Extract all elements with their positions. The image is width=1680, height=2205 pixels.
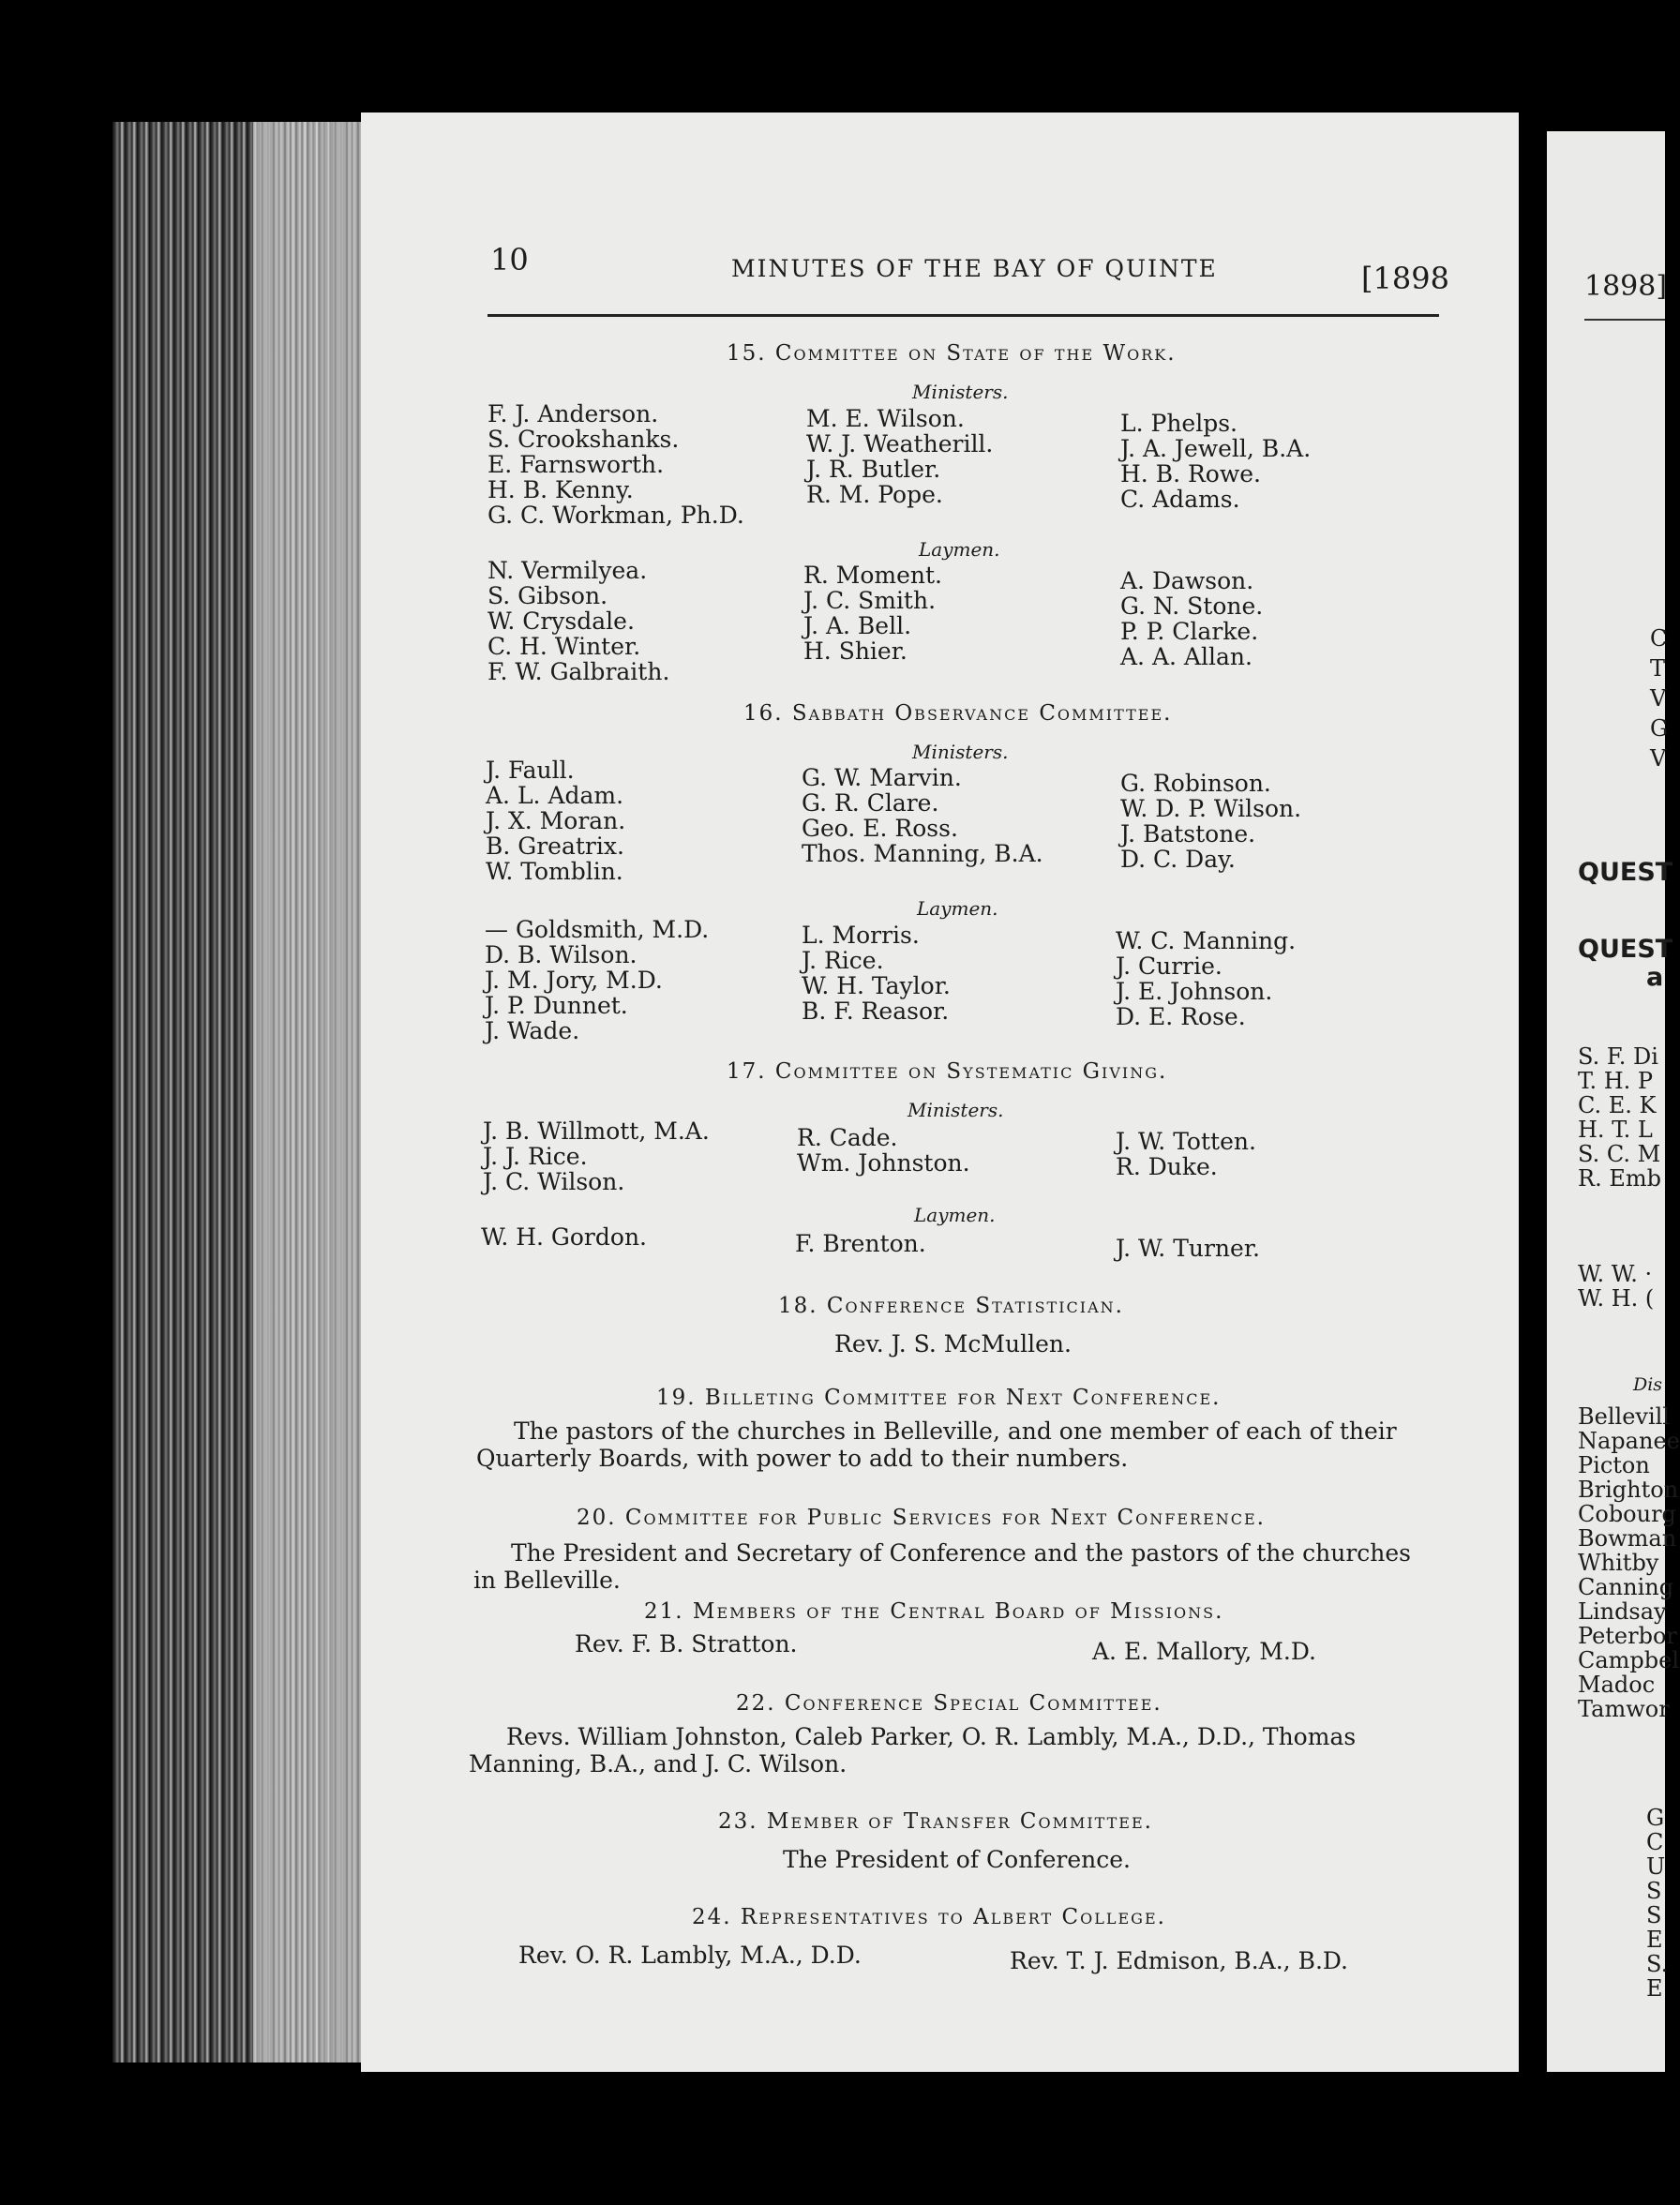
section-17-ministers-mid	[797, 1125, 970, 1176]
page-year: [1898	[1361, 261, 1449, 296]
list-item: W. Tomblin.	[486, 858, 623, 885]
list-item: Wm. Johnston.	[797, 1149, 970, 1177]
list-item: G. C. Workman, Ph.D.	[488, 502, 744, 529]
section-16-laymen-label: Laymen.	[917, 897, 998, 920]
list-item: J. P. Dunnet.	[485, 992, 628, 1019]
list-item: R. Duke.	[1116, 1153, 1218, 1180]
list-item: H. B. Rowe.	[1120, 460, 1261, 488]
list-item: Geo. E. Ross.	[802, 815, 958, 842]
list-item: W. J. Weatherill.	[806, 430, 994, 458]
section-15-ministers-label: Ministers.	[912, 381, 1009, 403]
right-page-dis-label: Dis	[1633, 1374, 1663, 1395]
list-item: G. N. Stone.	[1120, 592, 1264, 620]
list-item: D. E. Rose.	[1116, 1003, 1246, 1030]
list-item: Cobourg	[1578, 1501, 1676, 1527]
list-item: Bellevill	[1578, 1403, 1670, 1430]
list-item: J. C. Smith.	[803, 587, 937, 614]
section-16-title: 16. Sabbath Observance Committee.	[743, 701, 1173, 726]
list-item: R. Emb	[1578, 1165, 1661, 1192]
right-page-names-a	[1578, 1044, 1661, 1191]
section-18-text: Rev. J. S. McMullen.	[834, 1330, 1072, 1358]
list-item: J. Wade.	[485, 1017, 580, 1044]
section-24-title: 24. Representatives to Albert College.	[692, 1905, 1166, 1929]
right-page-heading-2: QUEST	[1578, 935, 1673, 964]
list-item: D. B. Wilson.	[485, 941, 638, 968]
list-item: C	[1650, 625, 1668, 652]
section-16-laymen-left	[485, 917, 709, 1043]
section-15-laymen-mid	[803, 562, 942, 664]
section-16-ministers-right	[1120, 771, 1301, 872]
list-item: Thos. Manning, B.A.	[802, 840, 1043, 867]
list-item: Tamwor	[1578, 1696, 1670, 1722]
right-page-districts	[1578, 1404, 1680, 1721]
book-edge-highlight	[253, 122, 366, 2062]
section-21-left: Rev. F. B. Stratton.	[575, 1630, 798, 1658]
list-item: A. L. Adam.	[486, 782, 624, 809]
section-17-ministers-right	[1116, 1129, 1256, 1179]
list-item: G. Robinson.	[1120, 770, 1271, 797]
list-item: M. E. Wilson.	[806, 405, 965, 432]
right-page-initials-top	[1650, 623, 1668, 773]
list-item: J. C. Wilson.	[483, 1168, 625, 1195]
list-item: Napanee	[1578, 1428, 1680, 1454]
list-item: V	[1650, 745, 1667, 772]
section-24-left: Rev. O. R. Lambly, M.A., D.D.	[518, 1942, 862, 1969]
list-item: L. Phelps.	[1120, 410, 1238, 437]
list-item: G	[1646, 1805, 1665, 1831]
list-item: Campbel	[1578, 1647, 1680, 1673]
right-page-header: 1898]	[1584, 270, 1668, 303]
section-15-title: 15. Committee on State of the Work.	[727, 341, 1177, 366]
section-17-ministers-label: Ministers.	[908, 1099, 1004, 1121]
list-item: S.	[1646, 1951, 1669, 1977]
list-item: G. W. Marvin.	[802, 764, 962, 791]
list-item: W. H. (	[1578, 1285, 1655, 1312]
page-number: 10	[490, 242, 529, 278]
section-22-text: Revs. William Johnston, Caleb Parker, O. R. Lambly, M.A., D.D., Thomas Manning, B.A., and J. C. Wilson.	[469, 1723, 1357, 1778]
section-16-ministers-left	[486, 758, 625, 884]
section-15-ministers-left	[488, 401, 744, 528]
list-item: W. Crysdale.	[488, 608, 635, 635]
section-16-laymen-right	[1116, 928, 1296, 1029]
list-item: A. Dawson.	[1120, 567, 1254, 594]
section-21-title: 21. Members of the Central Board of Missions.	[644, 1599, 1224, 1624]
section-23-text: The President of Conference.	[783, 1846, 1131, 1873]
list-item: S	[1646, 1878, 1662, 1904]
list-item: E. Farnsworth.	[488, 451, 665, 478]
list-item: J. Faull.	[486, 757, 575, 784]
list-item: C. Adams.	[1120, 486, 1240, 513]
list-item: — Goldsmith, M.D.	[485, 916, 710, 943]
list-item: E	[1646, 1927, 1663, 1953]
right-page-heading-2-sub: a	[1646, 963, 1664, 992]
list-item: F. J. Anderson.	[488, 400, 659, 428]
list-item: J. W. Totten.	[1116, 1128, 1256, 1155]
section-15-ministers-right	[1120, 411, 1311, 512]
section-20-title: 20. Committee for Public Services for Next Conference.	[577, 1506, 1266, 1530]
list-item: J. A. Bell.	[803, 612, 912, 639]
list-item: V	[1650, 685, 1667, 712]
list-item: W. H. Taylor.	[802, 972, 951, 999]
list-item: S. C. M	[1578, 1141, 1661, 1167]
section-19-title: 19. Billeting Committee for Next Conference.	[656, 1386, 1222, 1410]
list-item: Whitby	[1578, 1550, 1659, 1576]
list-item: B. Greatrix.	[486, 832, 624, 860]
book-gutter	[1519, 94, 1547, 2091]
list-item: A. A. Allan.	[1120, 643, 1252, 670]
list-item: B. F. Reasor.	[802, 998, 950, 1025]
list-item: T. H. P	[1578, 1068, 1654, 1094]
section-17-laymen-left: W. H. Gordon.	[481, 1223, 647, 1251]
section-16-ministers-mid	[802, 765, 1043, 866]
list-item: J. Batstone.	[1120, 820, 1256, 848]
right-page-names-b	[1578, 1262, 1654, 1311]
section-16-ministers-label: Ministers.	[912, 741, 1009, 763]
section-15-ministers-mid	[806, 406, 993, 507]
header-rule	[488, 314, 1439, 317]
list-item: J. J. Rice.	[483, 1143, 588, 1170]
list-item: E	[1646, 1975, 1663, 2002]
list-item: H. B. Kenny.	[488, 476, 634, 503]
section-15-laymen-right	[1120, 568, 1263, 669]
list-item: Peterbor	[1578, 1623, 1677, 1649]
list-item: Bowman	[1578, 1525, 1677, 1552]
list-item: G	[1650, 715, 1669, 742]
list-item: R. Moment.	[803, 562, 942, 589]
list-item: Madoc	[1578, 1672, 1656, 1698]
right-page-heading-1: QUEST	[1578, 858, 1673, 887]
list-item: G. R. Clare.	[802, 789, 939, 817]
list-item: U	[1646, 1853, 1666, 1880]
list-item: N. Vermilyea.	[488, 557, 648, 584]
list-item: J. A. Jewell, B.A.	[1120, 435, 1312, 462]
list-item: S. Crookshanks.	[488, 426, 680, 453]
list-item: J. M. Jory, M.D.	[485, 967, 663, 994]
list-item: W. C. Manning.	[1116, 927, 1297, 954]
section-17-laymen-label: Laymen.	[914, 1204, 996, 1226]
list-item: Brighton	[1578, 1477, 1679, 1503]
list-item: J. E. Johnson.	[1116, 978, 1273, 1005]
list-item: W. W. ·	[1578, 1261, 1653, 1287]
section-24-right: Rev. T. J. Edmison, B.A., B.D.	[1010, 1947, 1348, 1974]
list-item: S. F. Di	[1578, 1043, 1658, 1070]
list-item: J. B. Willmott, M.A.	[483, 1118, 710, 1145]
list-item: S	[1646, 1902, 1662, 1928]
list-item: L. Morris.	[802, 922, 920, 949]
list-item: C	[1646, 1829, 1664, 1855]
section-16-laymen-mid	[802, 922, 951, 1024]
list-item: H. Shier.	[803, 638, 908, 665]
list-item: C. H. Winter.	[488, 633, 641, 660]
list-item: J. R. Butler.	[806, 456, 941, 483]
list-item: Picton	[1578, 1452, 1650, 1478]
section-17-title: 17. Committee on Systematic Giving.	[727, 1059, 1168, 1084]
list-item: F. W. Galbraith.	[488, 658, 670, 685]
section-15-laymen-left	[488, 558, 669, 684]
list-item: J. Rice.	[802, 947, 884, 974]
list-item: R. Cade.	[797, 1124, 898, 1151]
section-23-title: 23. Member of Transfer Committee.	[718, 1809, 1153, 1834]
list-item: P. P. Clarke.	[1120, 618, 1259, 645]
list-item: D. C. Day.	[1120, 846, 1236, 873]
list-item: J. X. Moran.	[486, 807, 626, 834]
list-item: W. D. P. Wilson.	[1120, 795, 1302, 822]
list-item: C. E. K	[1578, 1092, 1657, 1118]
section-21-right: A. E. Mallory, M.D.	[1092, 1638, 1316, 1665]
right-page-initials-bottom	[1646, 1806, 1668, 2001]
section-17-laymen-mid: F. Brenton.	[795, 1230, 926, 1257]
right-page-rule	[1584, 319, 1665, 321]
list-item: T	[1650, 655, 1666, 682]
section-17-ministers-left	[483, 1118, 710, 1194]
section-15-laymen-label: Laymen.	[919, 538, 1000, 561]
list-item: H. T. L	[1578, 1117, 1653, 1143]
section-20-text: The President and Secretary of Conference and the pastors of the churches in Belleville.	[473, 1539, 1411, 1594]
list-item: Lindsay	[1578, 1598, 1667, 1625]
list-item: Canning	[1578, 1574, 1674, 1600]
list-item: S. Gibson.	[488, 582, 608, 609]
list-item: R. M. Pope.	[806, 481, 943, 508]
list-item: J. Currie.	[1116, 952, 1222, 980]
section-18-title: 18. Conference Statistician.	[778, 1294, 1124, 1318]
section-19-text: The pastors of the churches in Belleville, and one member of each of their Quarterly Boards, with power to add to their numbers.	[476, 1418, 1397, 1472]
section-22-title: 22. Conference Special Committee.	[736, 1691, 1162, 1716]
running-title: MINUTES OF THE BAY OF QUINTE	[731, 255, 1218, 282]
section-17-laymen-right: J. W. Turner.	[1116, 1235, 1260, 1262]
